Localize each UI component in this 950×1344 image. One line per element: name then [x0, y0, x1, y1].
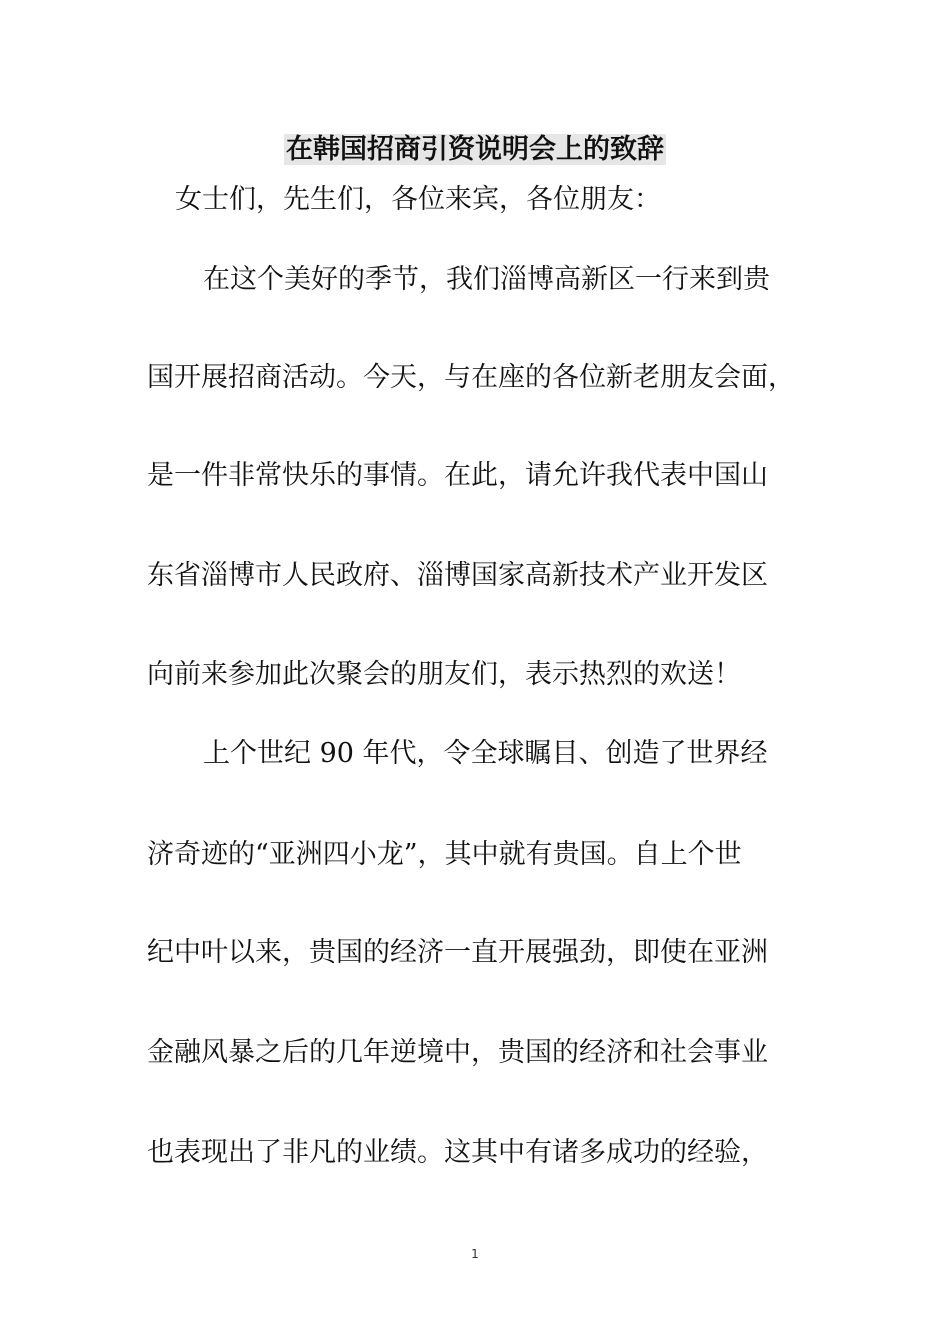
- body-line: 东省淄博市人民政府、淄博国家高新技术产业开发区: [147, 560, 768, 591]
- body-line: 是一件非常快乐的事情。在此，请允许我代表中国山: [147, 460, 768, 491]
- body-line: 济奇迹的“亚洲四小龙”，其中就有贵国。自上个世: [147, 839, 742, 870]
- document-title: [0, 130, 950, 170]
- body-line: 向前来参加此次聚会的朋友们，表示热烈的欢送！: [147, 659, 741, 690]
- document-title-text: 在韩国招商引资说明会上的致辞: [286, 134, 664, 165]
- salutation: 女士们，先生们，各位来宾，各位朋友：: [175, 184, 661, 215]
- page-number: 1: [471, 1247, 479, 1261]
- body-line: 金融风暴之后的几年逆境中，贵国的经济和社会事业: [147, 1037, 768, 1068]
- body-line: 在这个美好的季节，我们淄博高新区一行来到贵: [203, 264, 770, 295]
- body-line: 国开展招商活动。今天，与在座的各位新老朋友会面，: [147, 362, 795, 393]
- body-line: 纪中叶以来，贵国的经济一直开展强劲，即使在亚洲: [147, 937, 768, 968]
- body-line: 上个世纪 90 年代，令全球瞩目、创造了世界经: [203, 738, 768, 769]
- body-line: 也表现出了非凡的业绩。这其中有诸多成功的经验，: [147, 1137, 768, 1168]
